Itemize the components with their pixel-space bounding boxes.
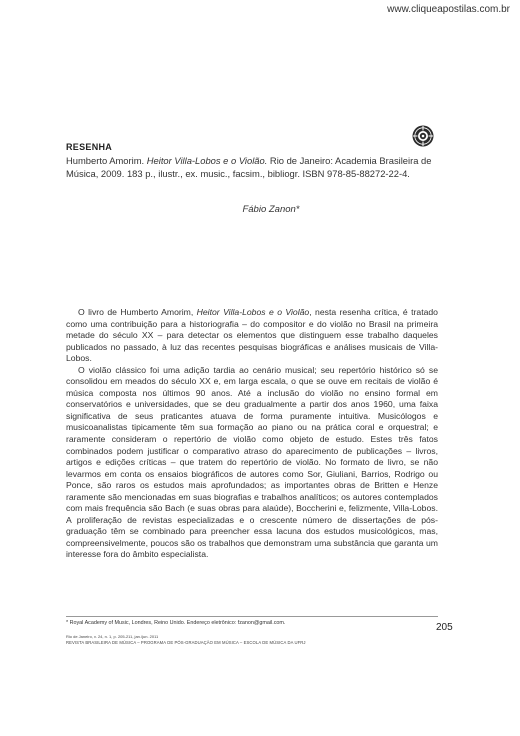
- paragraph-1-book-title: Heitor Villa-Lobos e o Violão: [196, 307, 310, 317]
- journal-name: REVISTA BRASILEIRA DE MÚSICA – PROGRAMA DE PÓS-GRADUAÇÃO EM MÚSICA – ESCOLA DE MÚSICA DA UFRJ: [66, 640, 306, 645]
- citation-details: Rio de Janeiro: Academia Brasileira de Música, 2009. 183 p., ilustr., ex. music., facsim., bibliogr. ISBN 978-85-88272-22-4.: [66, 155, 432, 179]
- citation-author: Humberto Amorim.: [66, 155, 147, 166]
- journal-seal-icon: [412, 125, 434, 147]
- reviewer-name: Fábio Zanon*: [242, 204, 300, 215]
- watermark-url: www.cliqueapostilas.com.br: [387, 4, 510, 15]
- paragraph-1-start: O livro de Humberto Amorim,: [78, 307, 197, 317]
- section-label: RESENHA: [66, 142, 113, 152]
- book-citation: [66, 155, 438, 180]
- citation-book-title: Heitor Villa-Lobos e o Violão.: [146, 155, 268, 166]
- paragraph-2: O violão clássico foi uma adição tardia ao cenário musical; seu repertório histórico só se consolidou em meados do século XX e, em larga escala, o que se ouve em recitais de violão é música composta nos últimos 90 anos. Até a inclusão do violão no ensino formal em conservatórios e universidades, que se deu gradualmente a partir dos anos 1960, uma faixa significativa de seus praticantes atuava de forma puramente intuitiva. Musicólogos e musicoanalistas tipicamente têm sua formação ao piano ou na prática coral e orquestral; e raramente consideram o repertório de violão como objeto de estudo. Estes três fatos combinados podem justificar o comparativo atraso do aparecimento de publicações – livros, artigos e edições críticas – que tratem do repertório de violão. No formato de livro, se não levarmos em conta os ensaios biográficos de autores como Sor, Giuliani, Barrios, Rodrigo ou Ponce, são raros os estudos mais aprofundados; as importantes obras de Britten e Henze raramente são mencionadas em suas biografias e trabalhos analíticos; os autores contemplados com mais frequência são Bach (e suas obras para alaúde), Boccherini e, felizmente, Villa-Lobos. A proliferação de revistas especializadas e o crescente número de dissertações de pós-graduação têm se combinado para preencher essa lacuna dos estudos musicológicos, mas, compreensivelmente, poucos são os trabalhos que demonstram uma substância que garanta um interesse fora do âmbito especialista.: [66, 364, 438, 560]
- paragraph-1: [66, 307, 438, 365]
- footnote-divider: [66, 616, 438, 617]
- page-number: 205: [436, 622, 453, 633]
- paragraph-1-rest: , nesta resenha crítica, é tratado como uma contribuição para a historiografia – do compositor e do violão no Brasil na primeira metade do século XX – para detectar os elementos que distinguem esse trabalho daqueles publicados no passado, à luz das recentes pesquisas biográficas e análises musicais de Villa-Lobos.: [66, 307, 438, 364]
- journal-reference: Rio de Janeiro, v. 24, n. 1, p. 205-211, jan./jun. 2011: [66, 634, 159, 639]
- review-body: [66, 307, 438, 561]
- footnote: * Royal Academy of Music, Londres, Reino Unido. Endereço eletrônico: fzanon@gmail.com.: [66, 620, 286, 626]
